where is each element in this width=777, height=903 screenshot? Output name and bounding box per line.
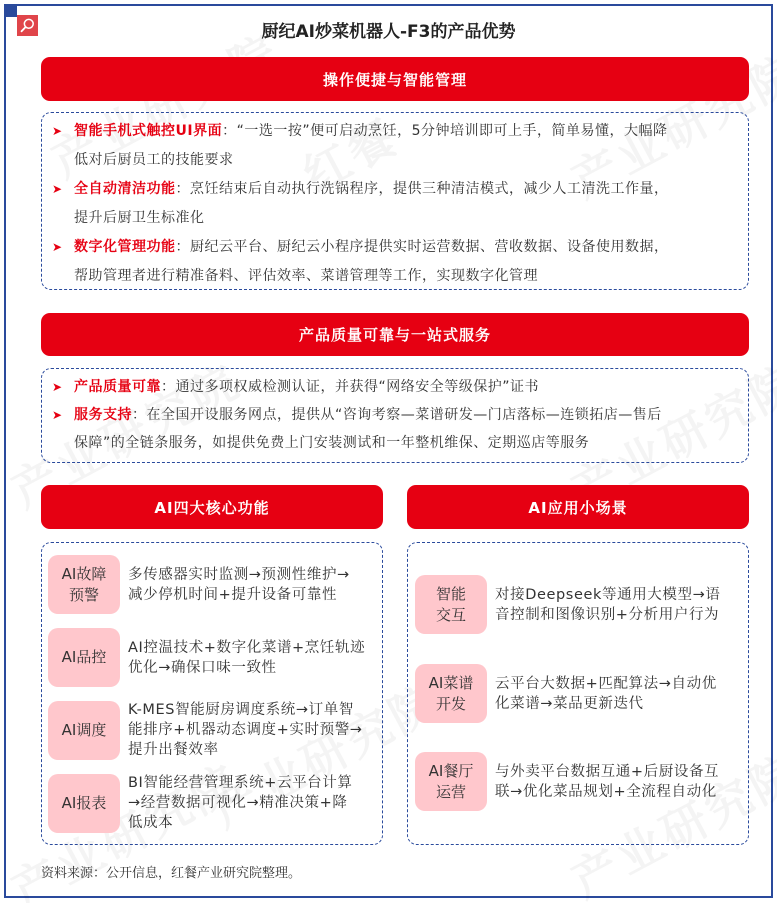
scenario-item: [415, 664, 717, 723]
text-line: 优化→确保口味一致性: [128, 659, 277, 676]
text-line: BI智能经营管理系统+云平台计算: [128, 775, 353, 791]
section-banner-ops: 操作便捷与智能管理: [41, 57, 749, 101]
scenario-description: [495, 674, 717, 714]
feature-item: [48, 773, 352, 833]
bullet-list-quality: [50, 373, 745, 457]
text-line: 低成本: [128, 815, 174, 831]
bullet-text: 提升后厨卫生标准化: [74, 210, 205, 226]
bullet-item: [50, 401, 745, 457]
arrow-bullet-icon: ➤: [52, 380, 63, 394]
bullet-text: 帮助管理者进行精准备料、评估效率、菜谱管理等工作，实现数字化管理: [74, 268, 538, 284]
feature-item: [48, 700, 363, 760]
arrow-bullet-icon: ➤: [52, 182, 63, 196]
bullet-text: ：“一选一按”便可启动烹饪，5分钟培训即可上手，简单易懂，大幅降: [222, 123, 668, 139]
bullet-text: 低对后厨员工的技能要求: [74, 152, 234, 168]
feature-description: [128, 700, 363, 760]
bullet-text: ：厨纪云平台、厨纪云小程序提供实时运营数据、营收数据、设备使用数据，: [175, 239, 669, 255]
tag-line: AI故障: [61, 564, 107, 583]
text-line: K-MES智能厨房调度系统→订单智: [128, 702, 354, 718]
arrow-bullet-icon: ➤: [52, 124, 63, 138]
bullet-list-ops: [50, 117, 745, 291]
bullet-key: 全自动清洁功能: [74, 181, 176, 197]
text-line: 减少停机时间+提升设备可靠性: [128, 586, 338, 603]
section-banner-quality: 产品质量可靠与一站式服务: [41, 313, 749, 356]
bullet-key: 数字化管理功能: [74, 239, 176, 255]
feature-item: [48, 628, 365, 687]
text-line: →经营数据可视化→精准决策+降: [128, 795, 348, 811]
text-line: 云平台大数据+匹配算法→自动优: [495, 675, 717, 692]
scenario-tag: [415, 752, 487, 811]
bullet-key: 服务支持: [74, 407, 132, 423]
feature-tag: [48, 555, 120, 614]
tag-line: 智能: [435, 584, 466, 603]
bullet-item: [50, 117, 745, 175]
tag-line: 预警: [68, 585, 99, 604]
tag-line: AI品控: [61, 648, 107, 666]
bullet-text: ：在全国开设服务网点，提供从“咨询考察—菜谱研发—门店落标—连锁拓店—售后: [132, 407, 662, 423]
text-line: AI控温技术+数字化菜谱+烹饪轨迹: [128, 639, 366, 656]
text-line: 提升出餐效率: [128, 742, 219, 758]
tag-line: AI调度: [61, 720, 107, 739]
bullet-text: 保障”的全链条服务，如提供免费上门安装测试和一年整机维保、定期巡店等服务: [74, 435, 590, 451]
scenario-description: [495, 762, 719, 802]
bullet-item: [50, 233, 745, 291]
feature-item: [48, 555, 350, 614]
text-line: 与外卖平台数据互通+后厨设备互: [495, 763, 720, 780]
bullet-text: ：通过多项权威检测认证，并获得“网络安全等级保护”证书: [161, 379, 540, 395]
source-note: 资料来源：公开信息，红餐产业研究院整理。: [41, 866, 302, 881]
feature-description: [128, 773, 352, 833]
scenario-tag: [415, 575, 487, 634]
tag-line: AI菜谱: [428, 673, 474, 692]
bullet-item: [50, 175, 745, 233]
section-banner-core-functions: AI四大核心功能: [41, 485, 383, 529]
scenario-item: [415, 752, 719, 811]
text-line: 音控制和图像识别+分析用户行为: [495, 606, 720, 623]
arrow-bullet-icon: ➤: [52, 240, 63, 254]
corner-decoration: [5, 5, 17, 17]
tag-line: 开发: [435, 694, 466, 713]
scenario-description: [495, 585, 720, 625]
scenario-item: [415, 575, 720, 634]
bullet-key: 产品质量可靠: [74, 379, 161, 395]
feature-tag: [48, 701, 120, 760]
feature-tag: [48, 628, 120, 687]
text-line: 能排序+机器动态调度+实时预警→: [128, 722, 363, 738]
feature-tag: [48, 774, 120, 833]
arrow-bullet-icon: ➤: [52, 408, 63, 422]
text-line: 联→优化菜品规划+全流程自动化: [495, 783, 717, 800]
feature-description: [128, 638, 365, 678]
text-line: 化菜谱→菜品更新迭代: [495, 695, 644, 712]
tag-line: 交互: [435, 605, 466, 624]
tag-line: AI餐厅: [428, 761, 474, 780]
tag-line: 运营: [435, 782, 466, 801]
page-title: 厨纪AI炒菜机器人-F3的产品优势: [261, 22, 516, 42]
bullet-item: [50, 373, 745, 401]
feature-description: [128, 565, 350, 605]
text-line: 对接Deepseek等通用大模型→语: [495, 586, 721, 603]
bullet-key: 智能手机式触控UI界面: [74, 123, 223, 139]
tag-line: AI报表: [61, 793, 107, 812]
scenario-tag: [415, 664, 487, 723]
section-banner-scenarios: AI应用小场景: [407, 485, 749, 529]
bullet-text: ：烹饪结束后自动执行洗锅程序，提供三种清洁模式，减少人工清洗工作量，: [175, 181, 669, 197]
text-line: 多传感器实时监测→预测性维护→: [128, 566, 350, 583]
